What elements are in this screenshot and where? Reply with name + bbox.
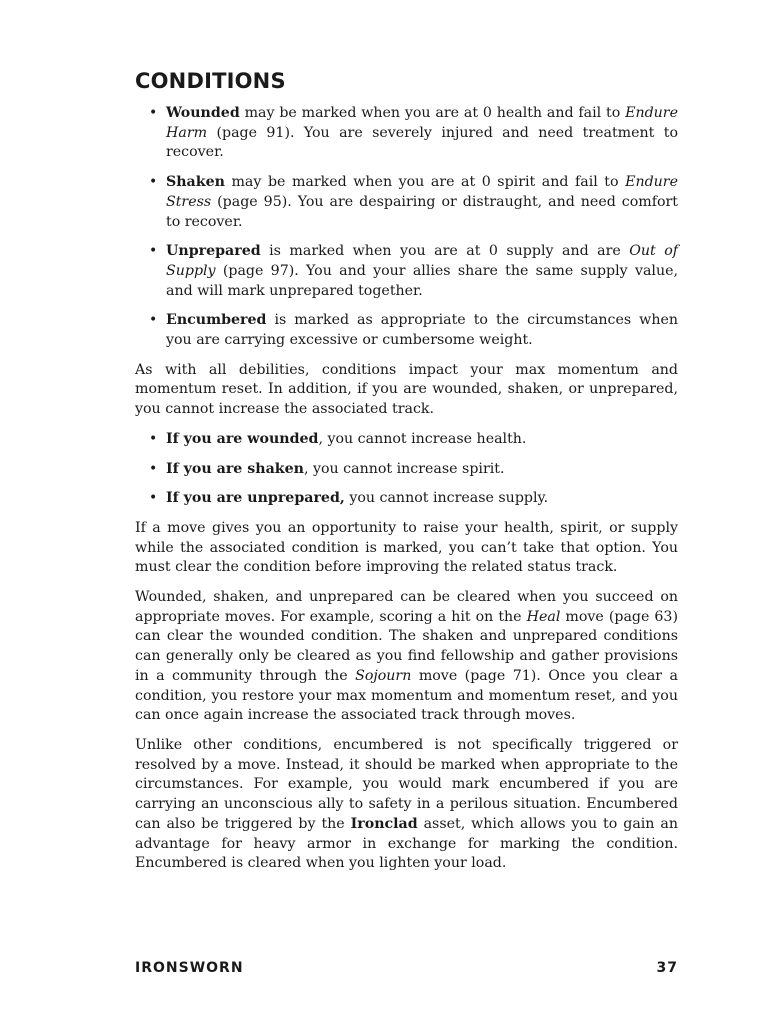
text: , you cannot increase health. (318, 430, 527, 447)
move-name: Endure Stress (166, 174, 678, 210)
text: Wounded, shaken, and unprepared can be cleared when you succeed on appropriate moves. For example, scoring a hit on the (135, 589, 678, 625)
list-item (135, 104, 678, 163)
asset-name: Ironclad (350, 815, 418, 832)
list-item (135, 242, 678, 301)
list-item (135, 430, 678, 450)
text: , you cannot increase spirit. (303, 460, 505, 477)
page-number: 37 (656, 960, 678, 976)
page-content (135, 66, 678, 884)
term: Encumbered (166, 312, 267, 329)
text: is marked as appropriate to the circumstances when you are carrying excessive or cumbersome weight. (166, 312, 678, 349)
conditions-list (135, 104, 678, 351)
paragraph-raise-track: If a move gives you an opportunity to raise your health, spirit, or supply while the associated condition is marked, you can’t take that option. You must clear the condition before improving the related status track. (135, 519, 678, 576)
term: If you are shaken (166, 460, 304, 477)
paragraph-encumbered (135, 736, 678, 874)
text: you cannot increase supply. (344, 490, 549, 507)
move-name: Endure Harm (166, 105, 678, 141)
text: (page 97). You and your allies share the same supply value, and will mark unprepared together. (166, 262, 678, 299)
text: move (page 63) can clear the wounded condition. The shaken and unprepared conditions can generally only be cleared as you find fellowship and gather provisions in a community through the (135, 608, 678, 684)
paragraph-debilities: As with all debilities, conditions impact your max momentum and momentum reset. In addition, if you are wounded, shaken, or unprepared, you cannot increase the associated track. (135, 361, 678, 418)
term: Unprepared (166, 243, 261, 260)
text: is marked when you are at 0 supply and are (260, 243, 630, 260)
term: Wounded (166, 105, 240, 121)
text: asset, which allows you to gain an advantage for heavy armor in exchange for marking the condition. Encumbered is cleared when you lighten your load. (135, 815, 678, 872)
move-name: Sojourn (355, 667, 412, 684)
term: Shaken (166, 174, 225, 191)
text: Unlike other conditions, encumbered is not specifically triggered or resolved by a move. Instead, it should be marked when appropriate to the circumstances. For example, you would mark encumbered if you are carrying an unconscious ally to safety in a perilous situation. Encumbered can also be triggered by the (135, 736, 678, 832)
track-restrictions-list (135, 430, 678, 509)
move-name: Out of Supply (166, 243, 678, 279)
book-title: IRONSWORN (135, 960, 244, 976)
section-heading: CONDITIONS (135, 69, 286, 93)
text: (page 95). You are despairing or distraught, and need comfort to recover. (166, 193, 678, 230)
list-item (135, 311, 678, 350)
move-name: Heal (526, 608, 561, 625)
term: If you are unprepared, (166, 490, 345, 507)
paragraph-clearing (135, 588, 678, 726)
list-item (135, 173, 678, 232)
page-footer (135, 960, 678, 976)
text: may be marked when you are at 0 health and fail to (239, 105, 626, 121)
text: move (page 71). Once you clear a condition, you restore your max momentum and momentum reset, and you can once again increase the associated track through moves. (135, 667, 678, 724)
text: may be marked when you are at 0 spirit and fail to (224, 174, 626, 191)
list-item (135, 489, 678, 509)
list-item (135, 460, 678, 480)
text: (page 91). You are severely injured and need treatment to recover. (166, 124, 678, 161)
term: If you are wounded (166, 430, 319, 447)
